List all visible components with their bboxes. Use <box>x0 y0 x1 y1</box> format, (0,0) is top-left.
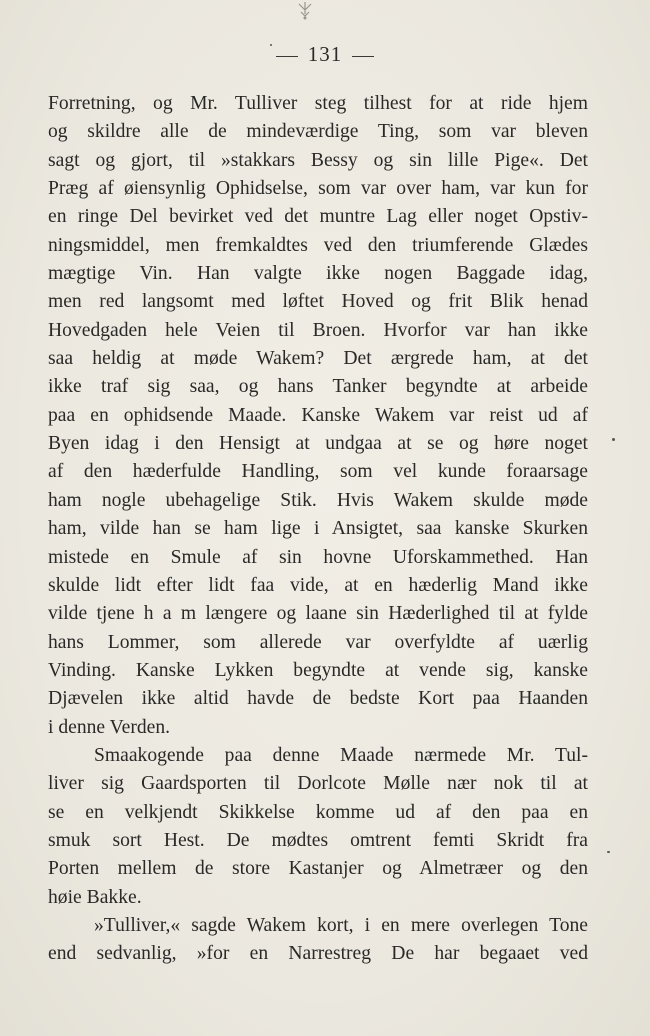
text-line: ham nogle ubehagelige Stik. Hvis Wakem skulde møde <box>48 489 588 511</box>
text-line: Hovedgaden hele Veien til Broen. Hvorfor var han ikke <box>48 319 588 341</box>
paragraph <box>48 912 588 969</box>
text-line: i denne Verden. <box>48 716 171 738</box>
text-line: høie Bakke. <box>48 886 142 908</box>
text-line: af den hæderfulde Handling, som vel kunde foraarsage <box>48 461 588 483</box>
text-line: mægtige Vin. Han valgte ikke nogen Baggade idag, <box>48 263 588 285</box>
text-line: men red langsomt med løftet Hoved og frit Blik henad <box>48 291 588 313</box>
text-line: Byen idag i den Hensigt at undgaa at se og høre noget <box>48 433 588 455</box>
page-number <box>0 42 650 67</box>
text-line: sagt og gjort, til »stakkars Bessy og sin lille Pige«. Det <box>48 149 588 171</box>
text-line: hans Lommer, som allerede var overfyldte af uærlig <box>48 631 588 653</box>
text-line: ikke traf sig saa, og hans Tanker begyndte at arbeide <box>48 376 588 398</box>
paragraph <box>48 742 588 912</box>
text-line: Porten mellem de store Kastanjer og Almetræer og den <box>48 858 588 880</box>
page-number-value: 131 <box>307 42 343 66</box>
page-number-dash-right <box>352 56 374 57</box>
text-line: liver sig Gaardsporten til Dorlcote Mølle nær nok til at <box>48 773 588 795</box>
text-line: Djævelen ikke altid havde de bedste Kort paa Haanden <box>48 688 588 710</box>
printer-ornament <box>290 0 320 22</box>
text-line: smuk sort Hest. De mødtes omtrent femti Skridt fra <box>48 829 588 851</box>
text-line: saa heldig at møde Wakem? Det ærgrede ham, at det <box>48 348 588 370</box>
text-line: Præg af øiensynlig Ophidselse, som var over ham, var kun for <box>48 178 588 200</box>
text-line: skulde lidt efter lidt faa vide, at en hæderlig Mand ikke <box>48 574 588 596</box>
text-line: Smaakogende paa denne Maade nærmede Mr. Tul- <box>94 744 588 766</box>
body-text <box>48 90 588 969</box>
text-line: se en velkjendt Skikkelse komme ud af den paa en <box>48 801 588 823</box>
text-line: en ringe Del bevirket ved det muntre Lag eller noget Opstiv- <box>48 206 588 228</box>
text-line: end sedvanlig, »for en Narrestreg De har begaaet ved <box>48 943 588 965</box>
text-line: paa en ophidsende Maade. Kanske Wakem var reist ud af <box>48 404 588 426</box>
text-line: vilde tjene h a m længere og laane sin Hæderlighed til at fylde <box>48 603 588 625</box>
text-line: mistede en Smule af sin hovne Uforskammethed. Han <box>48 546 588 568</box>
ink-speck <box>270 44 272 46</box>
paragraph <box>48 90 588 742</box>
text-line: ningsmiddel, men fremkaldtes ved den triumferende Glædes <box>48 234 588 256</box>
text-line: og skildre alle de mindeværdige Ting, som var bleven <box>48 121 588 143</box>
page-number-dash-left <box>276 56 298 57</box>
ink-speck <box>607 851 610 853</box>
text-line: Vinding. Kanske Lykken begyndte at vende sig, kanske <box>48 659 588 681</box>
ink-speck <box>612 438 615 441</box>
text-line: Forretning, og Mr. Tulliver steg tilhest for at ride hjem <box>48 93 588 114</box>
text-line: ham, vilde han se ham lige i Ansigtet, saa kanske Skurken <box>48 518 588 540</box>
text-line: »Tulliver,« sagde Wakem kort, i en mere overlegen Tone <box>94 914 588 936</box>
